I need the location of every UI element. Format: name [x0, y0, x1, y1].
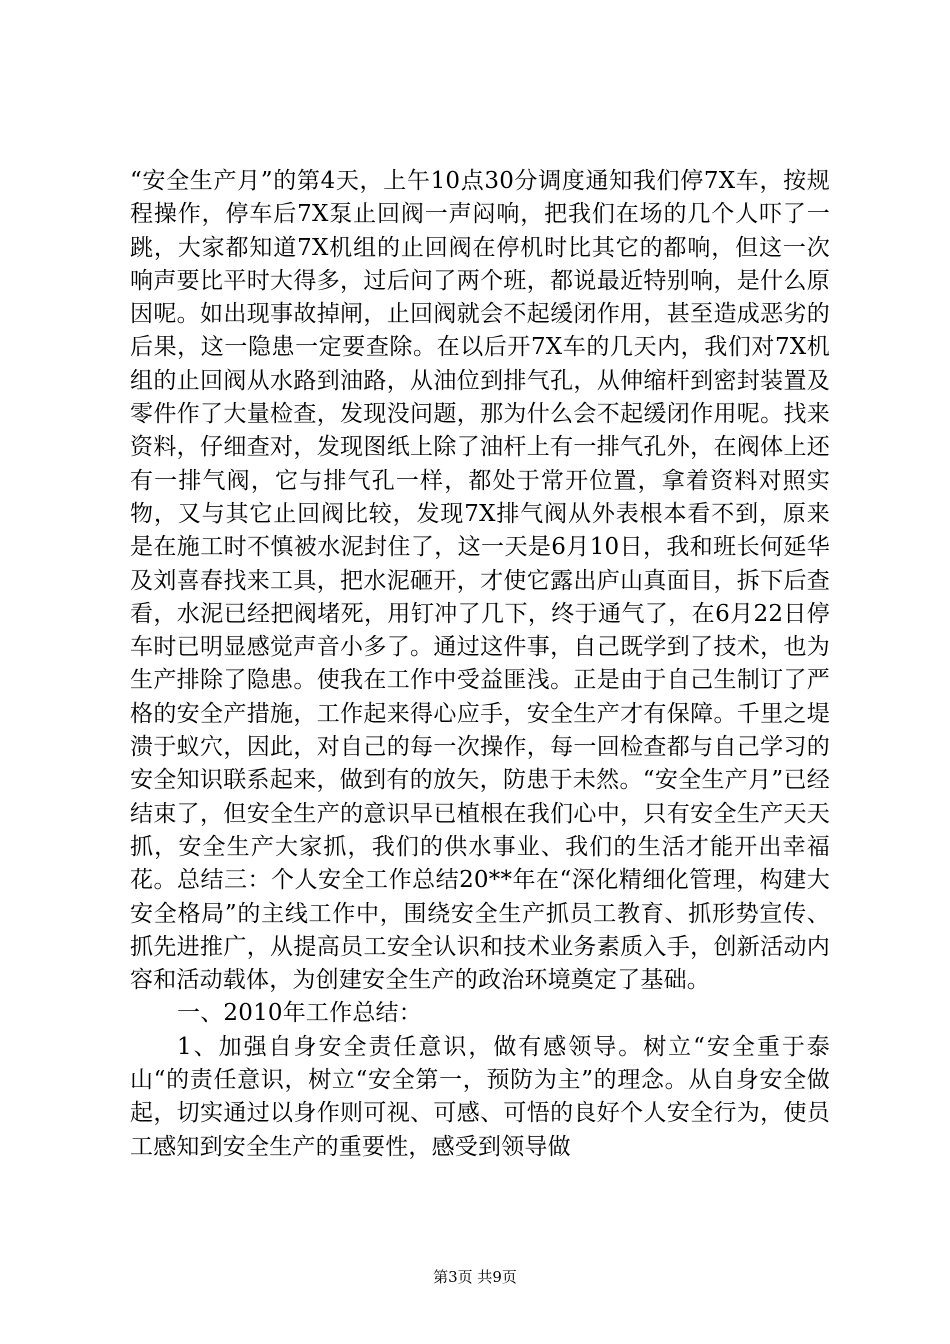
body-paragraph-1: “安全生产月”的第4天，上午10点30分调度通知我们停7X车，按规程操作，停车后7X泵止回阀一声闷响，把我们在场的几个人吓了一跳，大家都知道7X机组的止回阀在停机时比其它的都响，但这一次响声要比平时大得多，过后问了两个班，都说最近特别响，是什么原因呢。如出现事故掉闸，止回阀就会不起缓闭作用，甚至造成恶劣的后果，这一隐患一定要查除。在以后开7X车的几天内，我们对7X机组的止回阀从水路到油路，从油位到排气孔，从伸缩杆到密封装置及零件作了大量检查，发现没问题，那为什么会不起缓闭作用呢。找来资料，仔细查对，发现图纸上除了油杆上有一排气孔外，在阀体上还有一排气阀，它与排气孔一样，都处于常开位置，拿着资料对照实物，又与其它止回阀比较，发现7X排气阀从外表根本看不到，原来是在施工时不慎被水泥封住了，这一天是6月10日，我和班长何延华及刘喜春找来工具，把水泥砸开，才使它露出庐山真面目，拆下后查看，水泥已经把阀堵死，用钉冲了几下，终于通气了，在6月22日停车时已明显感觉声音小多了。通过这件事，自己既学到了技术，也为生产排除了隐患。使我在工作中受益匪浅。正是由于自己生制订了严格的安全产措施，工作起来得心应手，安全生产才有保障。千里之堤溃于蚁穴，因此，对自己的每一次操作，每一回检查都与自己学习的安全知识联系起来，做到有的放矢，防患于未然。“安全生产月”已经结束了，但安全生产的意识早已植根在我们心中，只有安全生产天天抓，安全生产大家抓，我们的供水事业、我们的生活才能开出幸福花。总结三：个人安全工作总结20**年在“深化精细化管理，构建大安全格局”的主线工作中，围绕安全生产抓员工教育、抓形势宣传、抓先进推广，从提高员工安全认识和技术业务素质入手，创新活动内容和活动载体，为创建安全生产的政治环境奠定了基础。	[130, 168, 830, 994]
document-body	[130, 165, 830, 1164]
page-footer	[0, 1267, 950, 1287]
page-number: 第3页 共9页	[433, 1268, 517, 1286]
section-heading-2010-summary: 一、2010年工作总结：	[177, 1000, 422, 1027]
body-paragraph-2: 1、加强自身安全责任意识，做有感领导。树立“安全重于泰山“的责任意识，树立“安全第一，预防为主”的理念。从自身安全做起，切实通过以身作则可视、可感、可悟的良好个人安全行为，使员工感知到安全生产的重要性，感受到领导做	[130, 1033, 830, 1160]
